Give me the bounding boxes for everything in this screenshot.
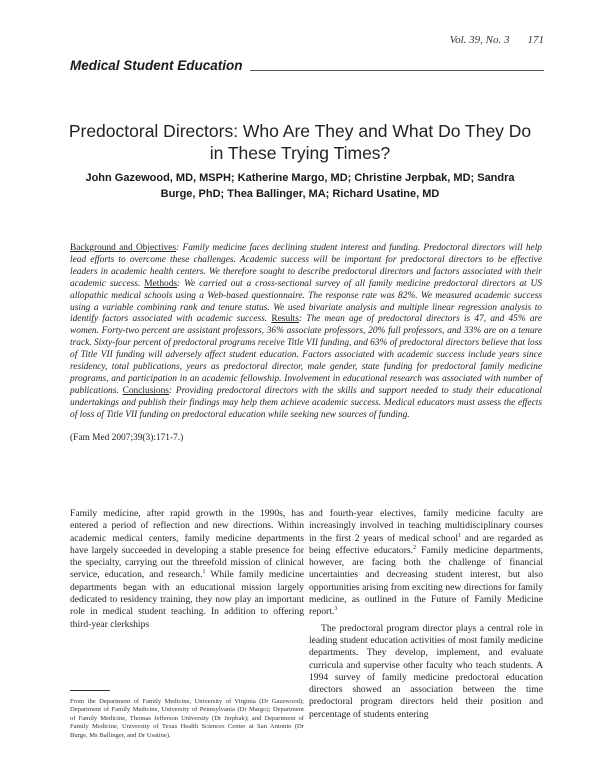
author-list: John Gazewood, MD, MSPH; Katherine Margo, MD; Christine Jerpbak, MD; Sandra Burge, PhD; Thea Ballinger, MA; Richard Usatine, MD bbox=[85, 172, 515, 200]
running-head bbox=[432, 34, 544, 46]
abstract-background-head: Background and Objectives bbox=[70, 243, 177, 253]
reference-marker: 1 bbox=[458, 532, 462, 539]
body-paragraph: The predoctoral program director plays a central role in leading student education activities of most family medicine departments. They develop, implement, and evaluate curricula and supervise other faculty who teach students. A 1994 survey of family medicine predoctoral education directors showed an association between the time predoctoral program directors held their position and percentage of students entering bbox=[309, 622, 543, 720]
section-label: Medical Student Education bbox=[70, 58, 243, 73]
reference-marker: 1 bbox=[202, 569, 206, 576]
footnote-rule bbox=[70, 690, 110, 691]
abstract-results-head: Results bbox=[271, 314, 299, 325]
page-number: 171 bbox=[527, 34, 544, 46]
abstract-methods: : We carried out a cross-sectional survey of all family medicine predoctoral directors at US allopathic medical schools using a Web-based questionnaire. The response rate was 82%. We measured academic success using a variable combining rank and tenure status. We used bivariate analysis and multiple linear regression analysis to identify factors associated with academic success. bbox=[70, 278, 542, 325]
body-text: and are regarded as being effective educators. bbox=[309, 532, 543, 556]
volume-issue: Vol. 39, No. 3 bbox=[449, 34, 510, 46]
abstract-results: : The mean age of predoctoral directors is 47, and 45% are women. Forty-two percent are assistant professors, 36% associate professors, 20% full professors, and 33% are on a tenure track. Sixty-four percent of predoctoral programs receive Title VII funding, and 63% of predoctoral directors believe that loss of Title VII funding will adversely affect student education. Factors associated with academic success include years since residency, total publications, years as predoctoral director, male gender, state funding for predoctoral family medicine programs, and participation in an academic fellowship. Involvement in educational research was associated with number of publications. bbox=[70, 314, 542, 396]
citation: (Fam Med 2007;39(3):171-7.) bbox=[70, 433, 184, 443]
body-text: Family medicine, after rapid growth in the 1990s, has entered a period of reflection and new directions. Within academic medical centers, family medicine departments have largely succeeded in developing a stable presence for the specialty, carrying out the threefold mission of clinical service, education, and research. bbox=[70, 508, 304, 581]
body-text: While family medicine departments began with an educational mission largely dedicated to residency training, they now play an important role in medical student teaching. In addition to offering third-year clerkships bbox=[70, 569, 305, 630]
abstract-conclusions-head: Conclusions bbox=[122, 385, 169, 396]
abstract-conclusions: : Providing predoctoral directors with the skills and support needed to study their educational undertakings and publish their findings may help them achieve academic success. Medical educators must assess the effects of loss of Title VII funding on predoctoral education while seeking new sources of funding. bbox=[70, 385, 542, 420]
article-title: Predoctoral Directors: Who Are They and What Do They Do in These Trying Times? bbox=[68, 121, 532, 163]
reference-marker: 2 bbox=[413, 544, 417, 551]
body-column-right bbox=[309, 508, 543, 721]
abstract-background: : Family medicine faces declining student interest and funding. Predoctoral directors will help lead efforts to overcome these challenges. Academic success will be important for predoctoral directors to be effective leaders in academic health centers. We therefore sought to describe predoctoral directors and factors associated with their academic success. bbox=[70, 243, 542, 289]
reference-marker: 3 bbox=[334, 606, 338, 613]
body-column-left bbox=[70, 508, 304, 631]
body-paragraph bbox=[70, 508, 304, 631]
body-text: and fourth-year electives, family medicine faculty are increasingly involved in teaching multidisciplinary courses in the first 2 years of medical school bbox=[309, 508, 543, 544]
abstract-methods-head: Methods bbox=[144, 278, 178, 289]
body-paragraph bbox=[309, 508, 543, 619]
affiliation-footnote: From the Department of Family Medicine, University of Virginia (Dr Gazewood); Department of Family Medicine, University of Pennsylvania (Dr Margo); Department of Family Medicine, Thomas Jefferson University (Dr Jerpbak); and Department of Family Medicine, University of Texas Health Sciences Center at San Antonio (Dr Burge, Ms Ballinger, and Dr Usatine). bbox=[70, 698, 304, 739]
abstract bbox=[70, 243, 542, 422]
body-text: Family medicine departments, however, are facing both the challenge of financial uncertainties and decreasing student interest, but also opportunities arising from exciting new directions for family medicine, as outlined in the Future of Family Medicine report. bbox=[309, 544, 543, 618]
section-rule bbox=[250, 70, 544, 71]
